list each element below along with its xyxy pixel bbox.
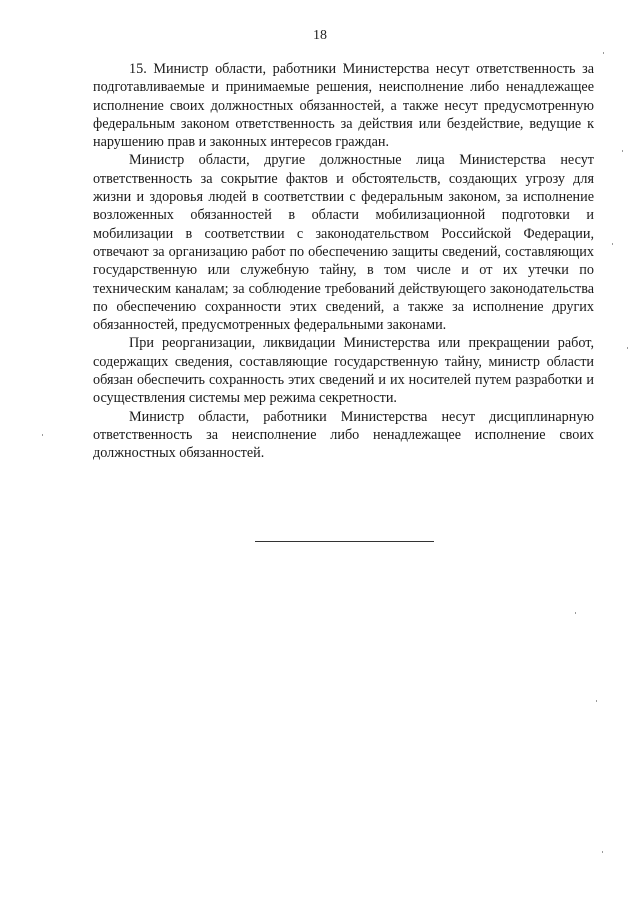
scan-speck — [612, 243, 613, 245]
paragraph-disciplinary: Министр области, работники Министерства несут дисциплинарную ответственность за неисполнение либо ненадлежащее исполнение своих должностных обязанностей. — [93, 408, 594, 462]
scan-speck — [42, 434, 43, 436]
paragraph-officials-responsibility: Министр области, другие должностные лица Министерства несут ответственность за сокрытие фактов и обстоятельств, создающих угрозу для жизни и здоровья людей в соответствии с федеральным законом, за исполнение возложенных обязанностей в области мобилизационной подготовки и мобилизации в соответствии с законодательством Российской Федерации, отвечают за организацию работ по обеспечению защиты сведений, составляющих государственную или служебную тайну, в том числе и от их утечки по техническим каналам; за соблюдение требований действующего законодательства по обеспечению сохранности этих сведений, а также за исполнение других обязанностей, предусмотренных федеральными законами. — [93, 152, 594, 334]
document-body — [93, 60, 594, 463]
scan-speck — [575, 612, 576, 614]
paragraph-responsibility: 15. Министр области, работники Министерства несут ответственность за подготавливаемые и принимаемые решения, неисполнение либо ненадлежащее исполнение своих должностных обязанностей, а также несут предусмотренную федеральным законом ответственность за действия или бездействие, ведущие к нарушению прав и законных интересов граждан. — [93, 61, 594, 151]
page-number: 18 — [313, 28, 327, 43]
scan-speck — [622, 150, 623, 152]
scan-speck — [596, 700, 597, 702]
scan-speck — [603, 52, 604, 54]
closing-divider-line — [255, 541, 434, 542]
scan-speck — [627, 347, 628, 349]
scan-speck — [602, 851, 603, 853]
paragraph-reorganization: При реорганизации, ликвидации Министерства или прекращении работ, содержащих сведения, составляющие государственную тайну, министр области обязан обеспечить сохранность этих сведений и их носителей путем разработки и осуществления системы мер режима секретности. — [93, 335, 594, 407]
